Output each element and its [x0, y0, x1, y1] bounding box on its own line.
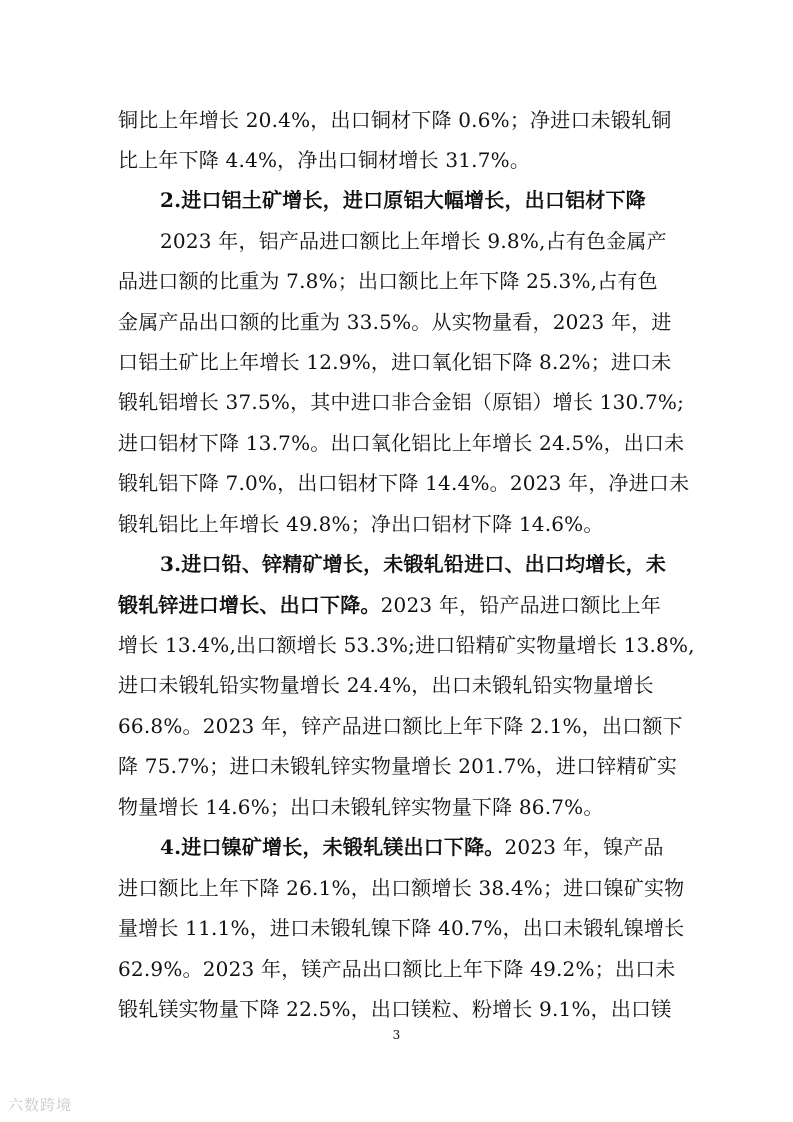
- text-line: [118, 268, 678, 294]
- text-line: [160, 228, 678, 254]
- text-line: [118, 147, 678, 173]
- body-text-segment: 进口未锻轧铅实物量增长 24.4%，出口未锻轧铅实物量增长: [118, 673, 654, 697]
- body-text-segment: 66.8%。2023 年，锌产品进口额比上年下降 2.1%，出口额下: [118, 714, 683, 738]
- body-text-segment: 物量增长 14.6%；出口未锻轧锌实物量下降 86.7%。: [118, 795, 604, 819]
- body-text-segment: 量增长 11.1%，进口未锻轧镍下降 40.7%，出口未锻轧镍增长: [118, 916, 685, 940]
- body-text-segment: 降 75.7%；进口未锻轧锌实物量增长 201.7%，进口锌精矿实: [118, 754, 678, 778]
- text-line: [118, 672, 678, 698]
- body-text-segment: 2023 年，镍产品: [504, 835, 664, 859]
- watermark-logo: 六数跨境: [8, 1096, 73, 1114]
- body-text-segment: 铜比上年增长 20.4%，出口铜材下降 0.6%；净进口未锻轧铜: [118, 108, 672, 132]
- text-line: [160, 551, 678, 577]
- text-line: [118, 389, 685, 415]
- page-number: 3: [392, 1028, 401, 1042]
- body-text-segment: 锻轧铝比上年增长 49.8%；净出口铝材下降 14.6%。: [118, 512, 604, 536]
- text-line: [118, 996, 678, 1022]
- body-text-segment: 锻轧铝下降 7.0%，出口铝材下降 14.4%。2023 年，净进口未: [118, 471, 690, 495]
- body-text-segment: 品进口额的比重为 7.8%；出口额比上年下降 25.3%,占有色: [118, 269, 658, 293]
- text-line: [118, 632, 695, 658]
- body-text-segment: 2023 年，铅产品进口额比上年: [380, 593, 662, 617]
- text-line: [118, 794, 678, 820]
- body-text-segment: 金属产品出口额的比重为 33.5%。从实物量看，2023 年，进: [118, 310, 672, 334]
- heading-text: 2.进口铝土矿增长，进口原铝大幅增长，出口铝材下降: [160, 188, 646, 212]
- text-line: [118, 956, 678, 982]
- text-line: [118, 875, 685, 901]
- text-line: [118, 470, 690, 496]
- text-line: [118, 592, 678, 618]
- text-line: [118, 753, 678, 779]
- text-line: [118, 107, 678, 133]
- text-line: [118, 309, 678, 335]
- heading-text: 3.进口铅、锌精矿增长，未锻轧铅进口、出口均增长，未: [160, 552, 667, 576]
- heading-text: 锻轧锌进口增长、出口下降。: [118, 593, 381, 617]
- body-text-segment: 进口铝材下降 13.7%。出口氧化铝比上年增长 24.5%，出口未: [118, 431, 685, 455]
- body-text-segment: 锻轧铝增长 37.5%，其中进口非合金铝（原铝）增长 130.7%;: [118, 390, 685, 414]
- text-line: [118, 915, 685, 941]
- body-text-segment: 增长 13.4%,出口额增长 53.3%;进口铅精矿实物量增长 13.8%,: [118, 633, 695, 657]
- text-line: [160, 834, 678, 860]
- text-line: [160, 187, 678, 213]
- text-line: [118, 511, 678, 537]
- text-line: [118, 430, 685, 456]
- text-line: [118, 713, 683, 739]
- body-text-segment: 进口额比上年下降 26.1%，出口额增长 38.4%；进口镍矿实物: [118, 876, 685, 900]
- body-text-segment: 62.9%。2023 年，镁产品出口额比上年下降 49.2%；出口未: [118, 957, 676, 981]
- heading-text: 4.进口镍矿增长，未锻轧镁出口下降。: [160, 835, 505, 859]
- body-text-segment: 2023 年，铝产品进口额比上年增长 9.8%,占有色金属产: [160, 229, 667, 253]
- text-line: [118, 349, 678, 375]
- body-text-segment: 锻轧镁实物量下降 22.5%，出口镁粒、粉增长 9.1%，出口镁: [118, 997, 672, 1021]
- body-text-segment: 比上年下降 4.4%，净出口铜材增长 31.7%。: [118, 148, 531, 172]
- body-text-segment: 口铝土矿比上年增长 12.9%，进口氧化铝下降 8.2%；进口未: [118, 350, 672, 374]
